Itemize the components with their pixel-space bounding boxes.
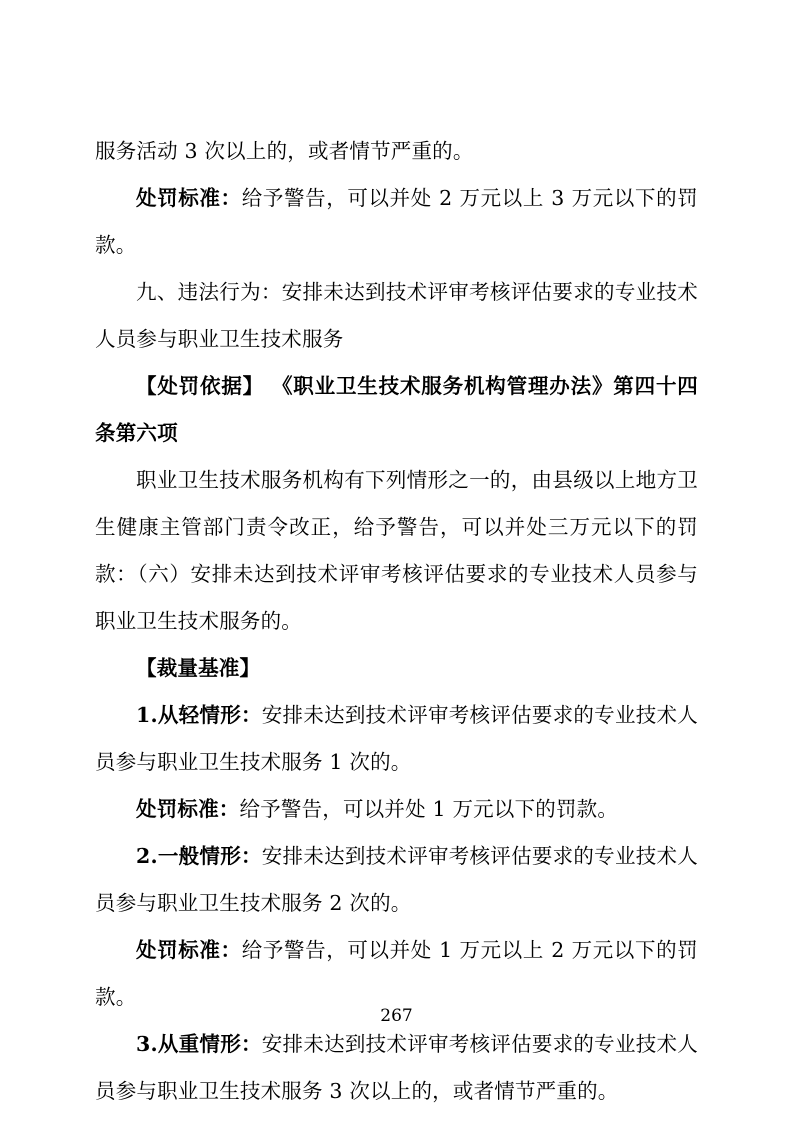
emphasis-text: 1.从轻情形： — [136, 703, 262, 727]
paragraph-text: 给予警告，可以并处 1 万元以下的罚款。 — [239, 797, 619, 821]
emphasis-text: 处罚标准： — [136, 186, 242, 210]
paragraph-text: 九、违法行为：安排未达到技术评审考核评估要求的专业技术人员参与职业卫生技术服务 — [95, 280, 698, 351]
paragraph-text: 职业卫生技术服务机构有下列情形之一的，由县级以上地方卫生健康主管部门责令改正，给予警告，可以并处三万元以下的罚款：（六）安排未达到技术评审考核评估要求的专业技术人员参与职业卫生技术服务的。 — [95, 468, 698, 633]
paragraph — [95, 645, 698, 692]
paragraph — [95, 833, 698, 927]
page-number: 267 — [380, 1006, 413, 1026]
emphasis-text: 处罚标准： — [136, 938, 242, 962]
paragraph — [95, 1021, 698, 1115]
paragraph-text: 服务活动 3 次以上的，或者情节严重的。 — [95, 139, 474, 163]
paragraph — [95, 269, 698, 363]
paragraph — [95, 175, 698, 269]
paragraph-text: 安排未达到技术评审考核评估要求的专业技术人员参与职业卫生技术服务 3 次以上的，或者情节严重的。 — [95, 1032, 698, 1103]
paragraph — [95, 128, 698, 175]
paragraph — [95, 457, 698, 645]
emphasis-text: 【处罚依据】 《职业卫生技术服务机构管理办法》第四十四条第六项 — [95, 374, 698, 445]
emphasis-text: 2.一般情形： — [136, 844, 262, 868]
emphasis-text: 【裁量基准】 — [136, 656, 261, 680]
emphasis-text: 处罚标准： — [136, 797, 240, 821]
paragraph-text: 给予警告，可以并处 2 万元以上 3 万元以下的罚款。 — [95, 186, 699, 257]
paragraph-text: 给予警告，可以并处 1 万元以上 2 万元以下的罚款。 — [95, 938, 699, 1009]
paragraph — [95, 363, 698, 457]
paragraph — [95, 692, 698, 786]
document-body — [95, 128, 698, 1115]
paragraph — [95, 786, 698, 833]
paragraph-text: 安排未达到技术评审考核评估要求的专业技术人员参与职业卫生技术服务 2 次的。 — [95, 844, 698, 915]
paragraph-text: 安排未达到技术评审考核评估要求的专业技术人员参与职业卫生技术服务 1 次的。 — [95, 703, 698, 774]
emphasis-text: 3.从重情形： — [136, 1032, 262, 1056]
